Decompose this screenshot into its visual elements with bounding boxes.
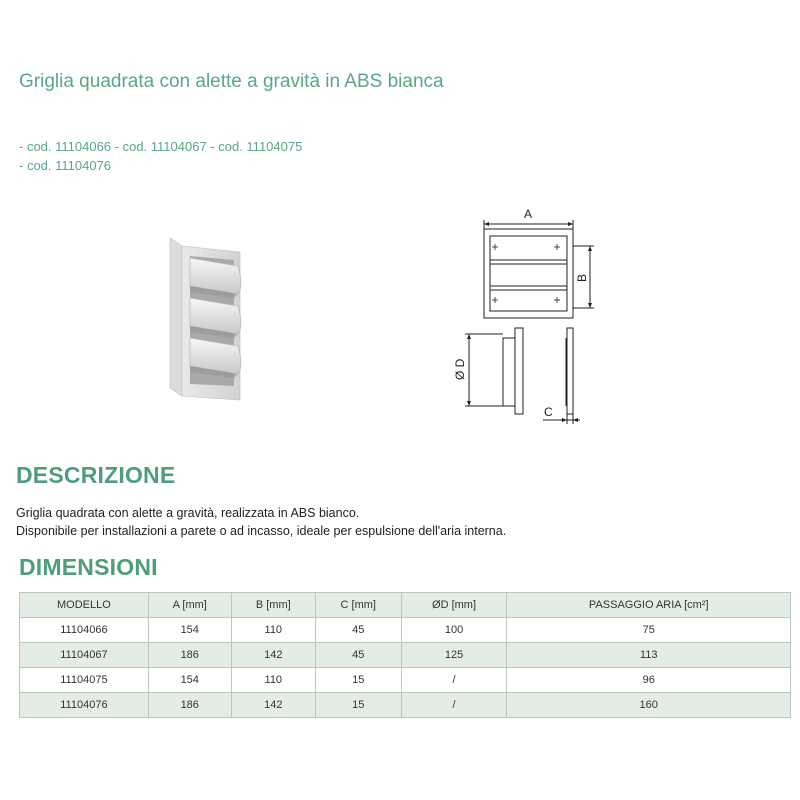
product-codes-line-2: - cod. 11104076 [19,158,112,173]
cell-d: 100 [401,618,507,643]
cell-modello: 11104076 [20,693,149,718]
table-row [20,643,791,668]
technical-drawing [455,204,595,426]
header-b: B [mm] [231,593,315,618]
table-row [20,618,791,643]
table-row [20,668,791,693]
cell-passaggio-aria: 113 [507,643,791,668]
table-row [20,693,791,718]
product-title: Griglia quadrata con alette a gravità in ABS bianca [19,71,444,92]
cell-passaggio-aria: 160 [507,693,791,718]
description-text [16,504,506,540]
cell-modello: 11104067 [20,643,149,668]
label-c: C [544,405,553,419]
side-view-spigot [503,338,515,406]
cell-a: 154 [148,618,231,643]
table-header-row [20,593,791,618]
cell-d: / [401,693,507,718]
cell-c: 45 [315,618,401,643]
description-line-2: Disponibile per installazioni a parete o ad incasso, ideale per espulsione dell'aria interna. [16,524,507,538]
cell-c: 45 [315,643,401,668]
cell-b: 110 [231,618,315,643]
cell-d: / [401,668,507,693]
cell-a: 154 [148,668,231,693]
label-a: A [524,207,533,221]
label-d: Ø D [453,358,467,380]
header-d: ØD [mm] [401,593,507,618]
label-b: B [575,273,589,282]
cell-b: 142 [231,693,315,718]
description-line-1: Griglia quadrata con alette a gravità, realizzata in ABS bianco. [16,506,360,520]
cell-a: 186 [148,643,231,668]
product-codes-line-1: - cod. 11104066 - cod. 11104067 - cod. 11104075 [19,139,303,154]
description-heading: DESCRIZIONE [16,462,176,488]
front-view-outer [484,229,573,318]
header-c: C [mm] [315,593,401,618]
side-view-flange [567,328,573,414]
dimensions-heading: DIMENSIONI [19,554,158,580]
cell-c: 15 [315,668,401,693]
grille-product-photo [168,236,258,400]
cell-passaggio-aria: 96 [507,668,791,693]
product-codes [19,137,302,175]
cell-modello: 11104075 [20,668,149,693]
header-passaggio-aria: PASSAGGIO ARIA [cm²] [507,593,791,618]
cell-b: 142 [231,643,315,668]
header-a: A [mm] [148,593,231,618]
cell-b: 110 [231,668,315,693]
cell-c: 15 [315,693,401,718]
cell-passaggio-aria: 75 [507,618,791,643]
header-modello: MODELLO [20,593,149,618]
cell-d: 125 [401,643,507,668]
cell-modello: 11104066 [20,618,149,643]
cell-a: 186 [148,693,231,718]
dimensions-table [19,592,791,718]
